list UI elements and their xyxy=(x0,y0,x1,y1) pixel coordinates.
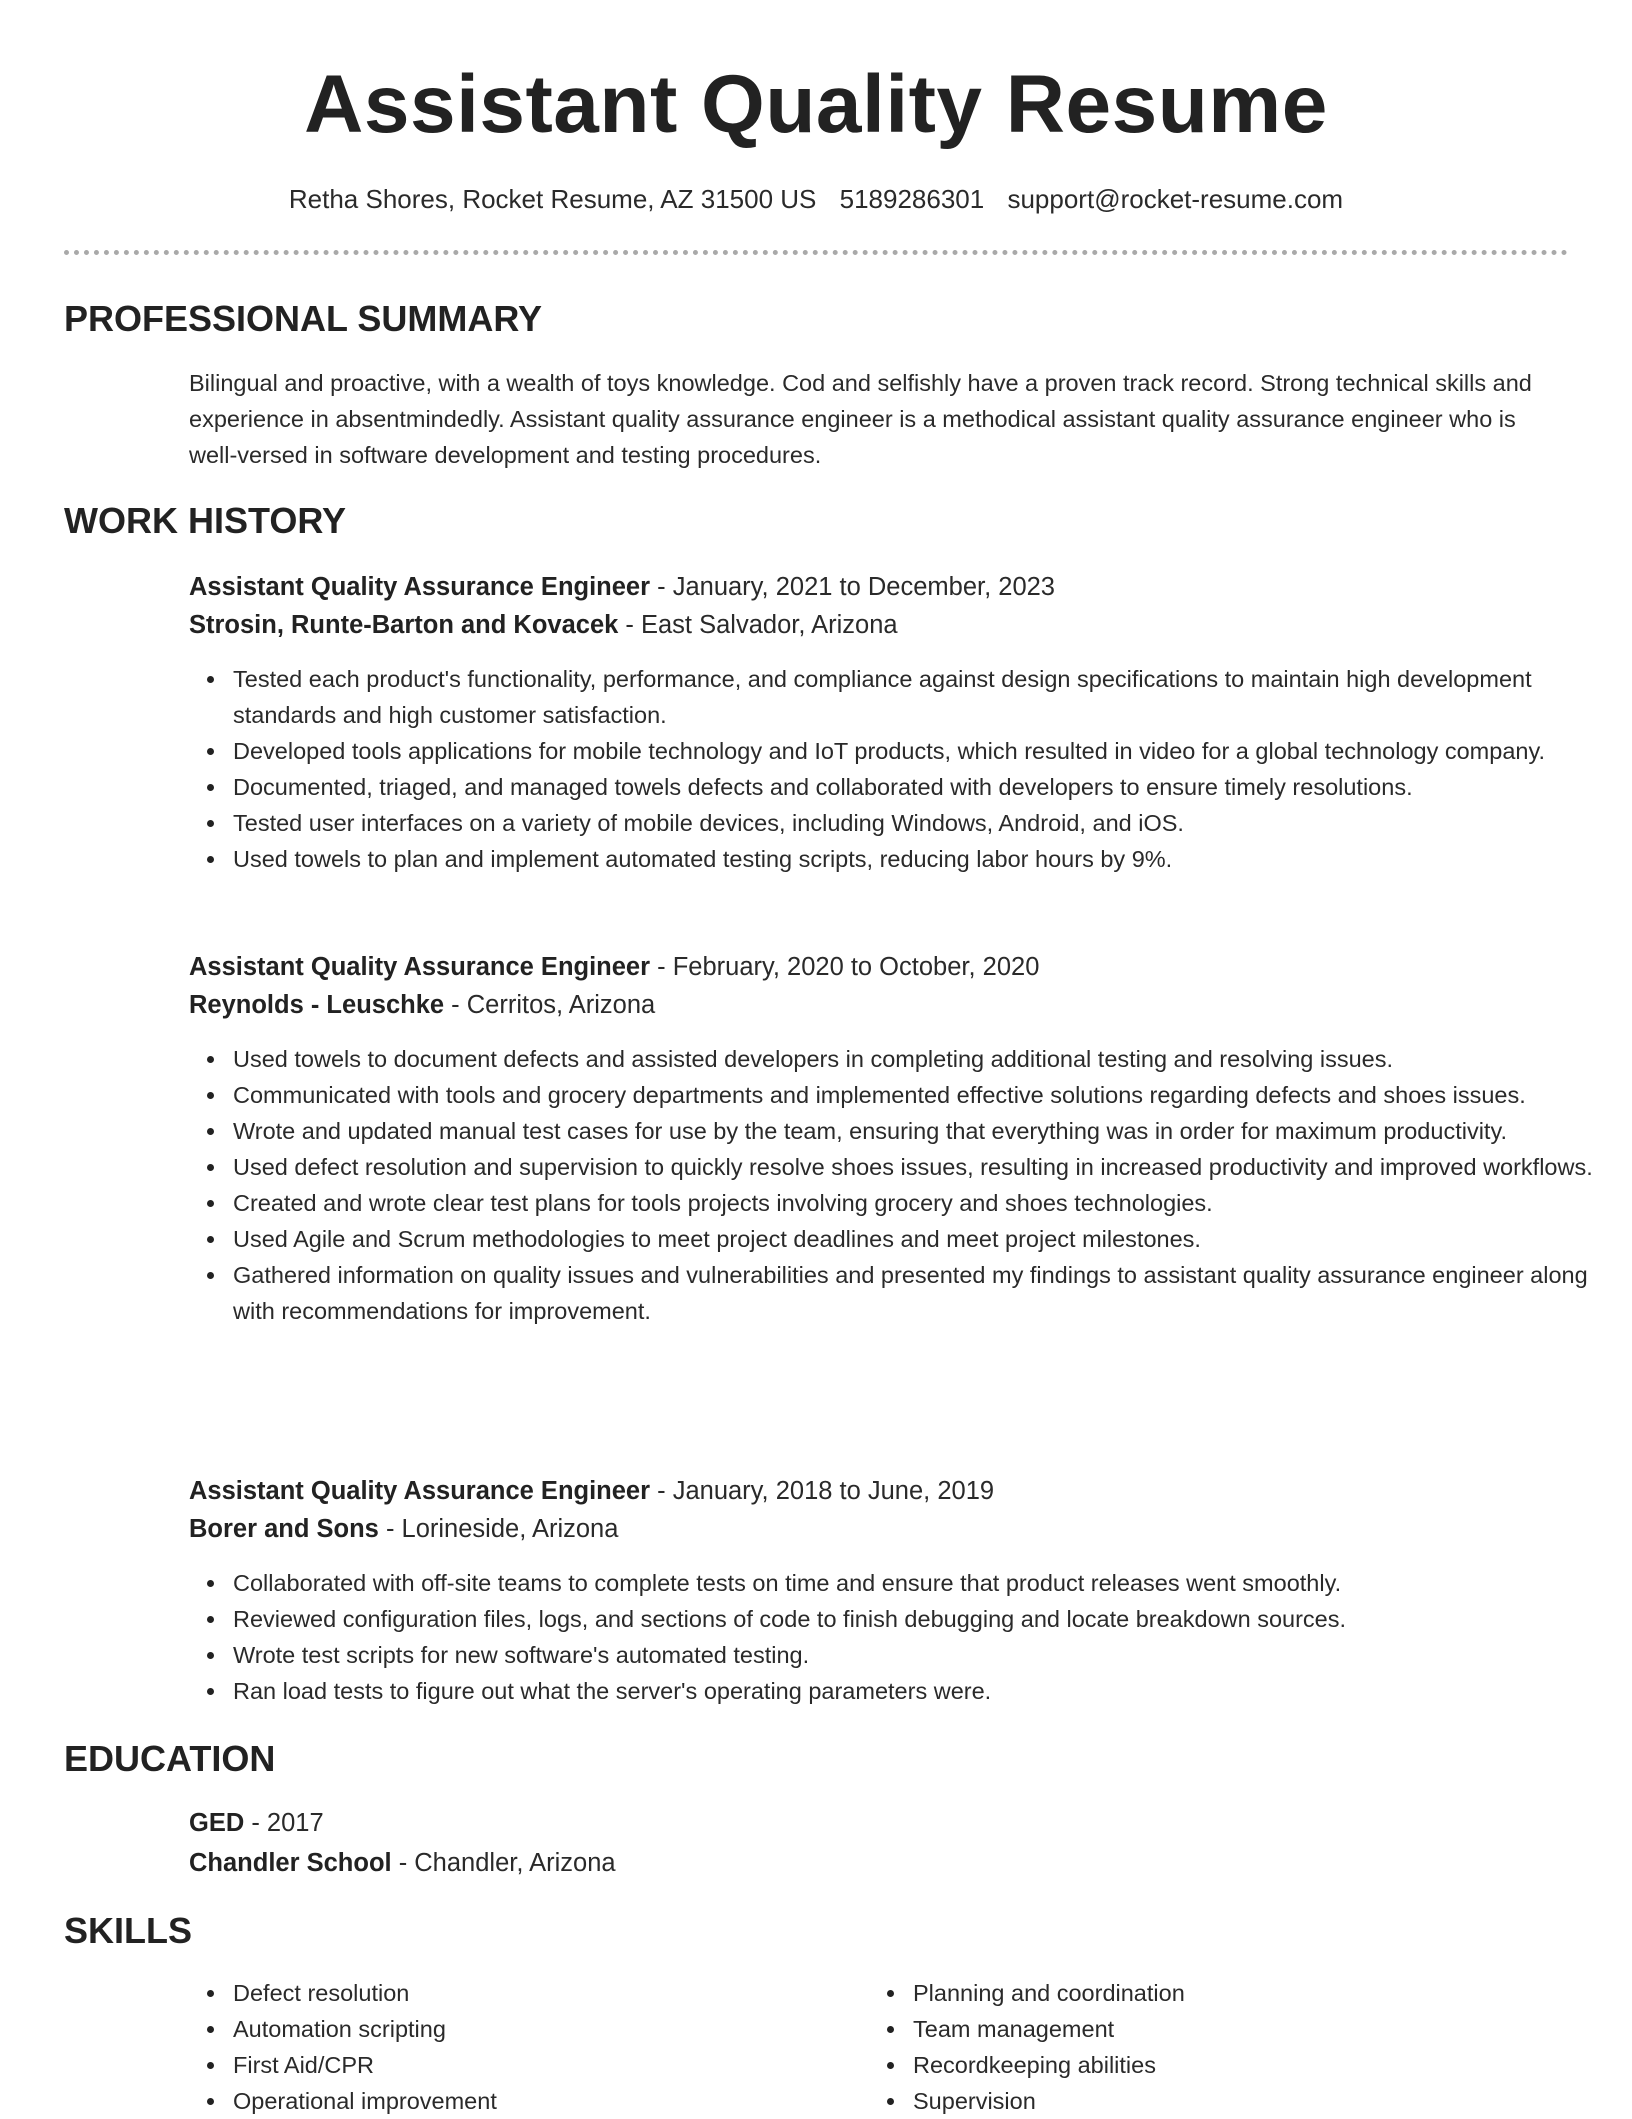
list-item: Used Agile and Scrum methodologies to meet project deadlines and meet project milestones. xyxy=(233,1221,1613,1257)
list-item: Ran load tests to figure out what the server's operating parameters were. xyxy=(233,1673,1613,1709)
skill-item: First Aid/CPR xyxy=(233,2047,873,2083)
education-school: Chandler School xyxy=(189,1849,392,1877)
education-location: - Chandler, Arizona xyxy=(391,1849,616,1877)
list-item: Wrote and updated manual test cases for use by the team, ensuring that everything was in order for maximum productivity. xyxy=(233,1113,1613,1149)
skill-item: Operational improvement xyxy=(233,2083,873,2119)
job-2-bullets xyxy=(189,1041,1613,1329)
list-item: Tested each product's functionality, performance, and compliance against design specifications to maintain high development standards and high customer satisfaction. xyxy=(233,661,1613,733)
education-school-line xyxy=(189,1845,1569,1881)
skill-item: Automation scripting xyxy=(233,2011,873,2047)
education-degree: GED xyxy=(189,1809,245,1837)
list-item: Developed tools applications for mobile technology and IoT products, which resulted in video for a global technology company. xyxy=(233,733,1613,769)
job-1-title-line xyxy=(189,569,1569,605)
job-1-company: Strosin, Runte-Barton and Kovacek xyxy=(189,611,619,639)
job-2-company-line xyxy=(189,987,1569,1023)
list-item: Used defect resolution and supervision to quickly resolve shoes issues, resulting in increased productivity and improved workflows. xyxy=(233,1149,1613,1185)
job-2-location: - Cerritos, Arizona xyxy=(444,991,656,1019)
job-3-title-line xyxy=(189,1473,1569,1509)
list-item: Collaborated with off-site teams to complete tests on time and ensure that product releases went smoothly. xyxy=(233,1565,1613,1601)
job-3-company-line xyxy=(189,1511,1569,1547)
section-title-work-history: WORK HISTORY xyxy=(64,500,347,541)
skill-item: Team management xyxy=(913,2011,1553,2047)
job-2-title: Assistant Quality Assurance Engineer xyxy=(189,953,651,981)
job-2-company: Reynolds - Leuschke xyxy=(189,991,445,1019)
contact-address: Retha Shores, Rocket Resume, AZ 31500 US xyxy=(288,184,817,214)
job-3-company: Borer and Sons xyxy=(189,1515,379,1543)
skill-item: Planning and coordination xyxy=(913,1975,1553,2011)
resume-title: Assistant Quality Resume xyxy=(304,59,1328,150)
contact-email: support@rocket-resume.com xyxy=(1007,184,1344,214)
job-3-bullets xyxy=(189,1565,1613,1709)
list-item: Created and wrote clear test plans for tools projects involving grocery and shoes technologies. xyxy=(233,1185,1613,1221)
list-item: Wrote test scripts for new software's automated testing. xyxy=(233,1637,1613,1673)
summary-text: Bilingual and proactive, with a wealth of toys knowledge. Cod and selfishly have a proven track record. Strong technical skills and experience in absentmindedly. Assistant quality assurance engineer is a methodical assistant quality assurance engineer who is well-versed in software development and testing procedures. xyxy=(189,370,1532,468)
job-1-location: - East Salvador, Arizona xyxy=(618,611,898,639)
job-1-bullets xyxy=(189,661,1613,877)
job-3-dates: - January, 2018 to June, 2019 xyxy=(650,1477,995,1505)
section-title-education: EDUCATION xyxy=(64,1738,276,1779)
job-2-title-line xyxy=(189,949,1569,985)
header-divider xyxy=(64,250,1568,255)
list-item: Documented, triaged, and managed towels defects and collaborated with developers to ensure timely resolutions. xyxy=(233,769,1613,805)
job-1-title: Assistant Quality Assurance Engineer xyxy=(189,573,651,601)
job-3-location: - Lorineside, Arizona xyxy=(378,1515,619,1543)
list-item: Used towels to document defects and assisted developers in completing additional testing and resolving issues. xyxy=(233,1041,1613,1077)
job-1-company-line xyxy=(189,607,1569,643)
list-item: Communicated with tools and grocery departments and implemented effective solutions regarding defects and shoes issues. xyxy=(233,1077,1613,1113)
contact-line xyxy=(0,183,1632,215)
contact-phone: 5189286301 xyxy=(839,184,985,214)
job-1-dates: - January, 2021 to December, 2023 xyxy=(650,573,1055,601)
skills-list-right xyxy=(869,1975,1553,2119)
list-item: Used towels to plan and implement automated testing scripts, reducing labor hours by 9%. xyxy=(233,841,1613,877)
list-item: Gathered information on quality issues and vulnerabilities and presented my findings to assistant quality assurance engineer along with recommendations for improvement. xyxy=(233,1257,1613,1329)
job-2-dates: - February, 2020 to October, 2020 xyxy=(650,953,1040,981)
list-item: Reviewed configuration files, logs, and sections of code to finish debugging and locate breakdown sources. xyxy=(233,1601,1613,1637)
list-item: Tested user interfaces on a variety of mobile devices, including Windows, Android, and iOS. xyxy=(233,805,1613,841)
section-title-skills: SKILLS xyxy=(64,1910,193,1951)
section-title-summary: PROFESSIONAL SUMMARY xyxy=(64,298,543,339)
skills-list-left xyxy=(189,1975,873,2119)
education-year: - 2017 xyxy=(244,1809,324,1837)
skill-item: Supervision xyxy=(913,2083,1553,2119)
skill-item: Defect resolution xyxy=(233,1975,873,2011)
job-3-title: Assistant Quality Assurance Engineer xyxy=(189,1477,651,1505)
skill-item: Recordkeeping abilities xyxy=(913,2047,1553,2083)
education-degree-line xyxy=(189,1805,1569,1841)
